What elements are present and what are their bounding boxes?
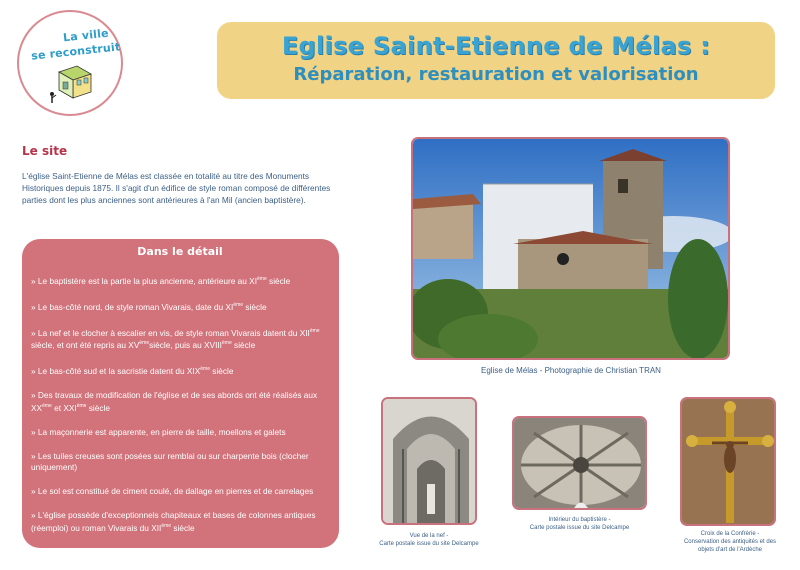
main-photo-caption: Eglise de Mélas - Photographie de Christian TRAN: [481, 366, 661, 375]
church-photo: [411, 137, 730, 360]
list-item: » Le bas-côté sud et la sacristie datent du XIXème siècle: [31, 365, 234, 376]
baptistery-photo: [512, 416, 647, 510]
baptistery-caption: Intérieur du baptistère - Carte postale issue du site Delcampe: [529, 517, 630, 531]
list-item: » La nef et le clocher à escalier en vis, de style roman Vivarais datent du XIIème siècle, et ont été repris au XVèmesiècle, puis au XVIIIème siècle: [31, 327, 320, 351]
logo-line2: se reconstruit: [30, 40, 121, 63]
detail-panel: [22, 239, 339, 570]
list-item: » La Croix de confrérie date du XIXème siècle et est inscrite au titre des Monuments Historiques: [31, 548, 289, 570]
list-item: » Le sol est constitué de ciment coulé, de dallage en pierres et de carrelages: [31, 485, 314, 496]
page-subtitle: Réparation, restauration et valorisation: [293, 64, 699, 85]
list-item: » Le baptistère est la partie la plus ancienne, antérieure au XIème siècle: [31, 275, 291, 286]
baptistery-postcard-image: [514, 418, 647, 510]
list-item: » Le bas-côté nord, de style roman Vivarais, date du XIème siècle: [31, 301, 267, 312]
title-banner: [217, 22, 775, 99]
page-title: Eglise Saint-Etienne de Mélas :: [281, 32, 711, 60]
list-item: » Les tuiles creuses sont posées sur remblai ou sur charpente bois (clocher uniquement): [31, 450, 309, 472]
list-item: » L'église possède d'exceptionnels chapiteaux et bases de colonnes antiques (réemploi) ou roman Vivarais du XIIème siècle: [31, 509, 316, 533]
list-item: » La maçonnerie est apparente, en pierre de taille, moellons et galets: [31, 426, 286, 437]
church-exterior-image: [413, 139, 730, 360]
cross-caption: Croix de la Confrérie - Conservation des antiquités et des objets d'art de l'Ardèche: [683, 531, 777, 553]
list-item: » Des travaux de modification de l'église et de ses abords ont été réalisés aux XXème et XXIème siècle: [31, 389, 318, 413]
house-illustration-icon: [47, 62, 97, 106]
detail-list: [31, 274, 329, 570]
site-intro-text: L'église Saint-Etienne de Mélas est classée en totalité au titre des Monuments Historiques depuis 1875. Il s'agit d'un édifice de style roman composé de différentes parties dont les plus anciennes sont antérieures à l'an Mil (ancien baptistère).: [22, 171, 331, 205]
section-heading-site: Le site: [22, 144, 68, 158]
nave-postcard-image: [383, 399, 477, 525]
cross-photo: [680, 397, 776, 526]
logo: [17, 10, 123, 116]
logo-line1: La ville: [62, 26, 110, 45]
nave-caption: Vue de la nef - Carte postale issue du site Delcampe: [379, 533, 479, 547]
detail-heading: Dans le détail: [137, 245, 223, 258]
confrerie-cross-image: [682, 399, 776, 526]
nave-photo: [381, 397, 477, 525]
